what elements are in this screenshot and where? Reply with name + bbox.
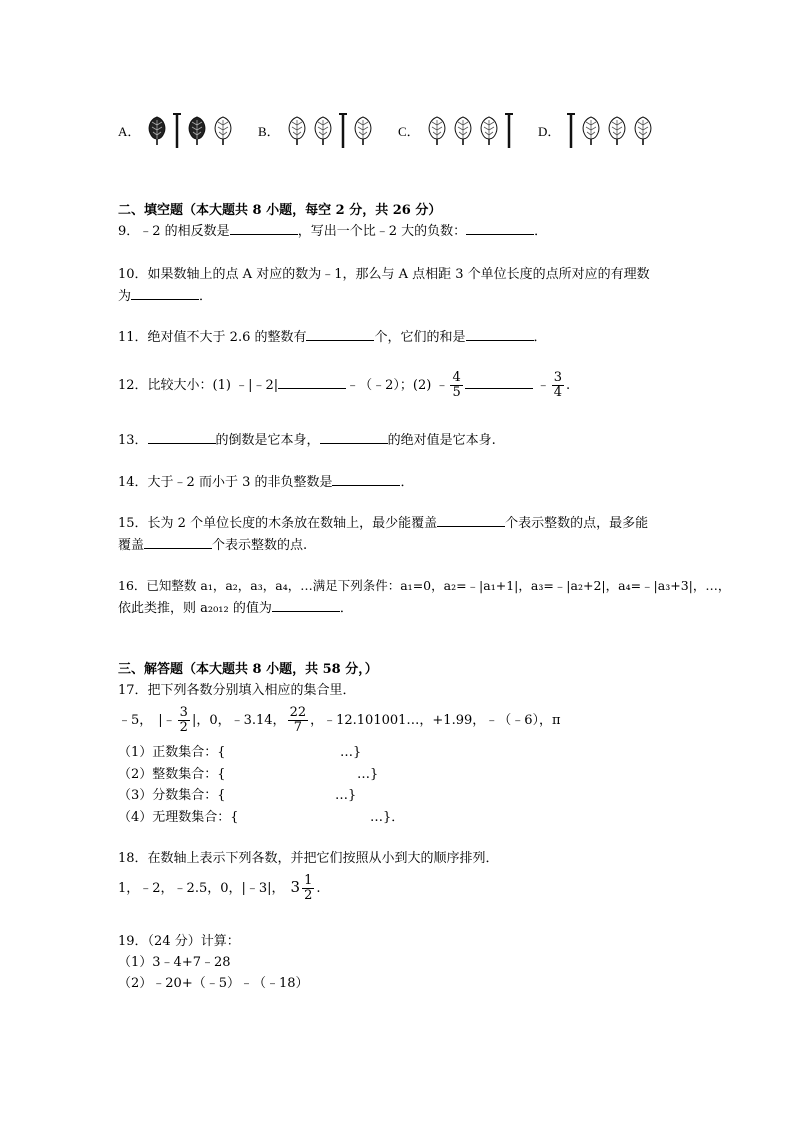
question-15-line1: 15．长为 2 个单位长度的木条放在数轴上，最少能覆盖 个表示整数的点，最多能 (118, 516, 649, 531)
set-irrational-end: …}． (370, 810, 405, 825)
dark-tree-icon (186, 115, 208, 145)
set-fraction-end: …} (335, 788, 357, 803)
pole-icon (172, 112, 182, 148)
light-tree-icon (312, 115, 334, 145)
dark-tree-icon (146, 115, 168, 145)
light-tree-icon (632, 115, 654, 145)
question-16-line2: 依此类推，则 a₂₀₁₂ 的值为 ． (118, 601, 353, 616)
pole-icon (338, 112, 348, 148)
question-18-numbers: 1，﹣2，﹣2.5，0，|﹣3|， 3 $\frac{1}{2}$ . (118, 873, 321, 903)
question-13: 13． 的倒数是它本身， 的绝对值是它本身. (118, 433, 496, 448)
question-17-title: 17．把下列各数分别填入相应的集合里． (118, 683, 356, 698)
answer-blank[interactable] (466, 328, 534, 341)
section-3-heading: 三、解答题（本大题共 8 小题，共 58 分，） (118, 662, 378, 677)
fraction-3-2: $\frac{3}{2}$ (179, 705, 188, 735)
set-irrational: （4）无理数集合：{ (118, 810, 239, 825)
question-11: 11．绝对值不大于 2.6 的整数有 个，它们的和是 ． (118, 330, 547, 345)
answer-blank[interactable] (148, 431, 216, 444)
question-19-title: 19．（24 分）计算： (118, 934, 240, 949)
question-17-numbers: ﹣5， |﹣ $\frac{3}{2}$ |，0，﹣3.14， $\frac{22}{7}$ ，﹣12.101001…，+1.99，﹣（﹣6），π (118, 705, 561, 735)
option-label: A． (118, 123, 141, 139)
fraction-3-4: $\frac{3}{4}$ (553, 370, 563, 400)
answer-blank[interactable] (278, 376, 346, 389)
answer-blank[interactable] (272, 599, 340, 612)
fraction-4-5: $\frac{4}{5}$ (452, 370, 461, 400)
light-tree-icon (352, 115, 374, 145)
fraction-1-2: $\frac{1}{2}$ (304, 873, 313, 903)
light-tree-icon (452, 115, 474, 145)
question-12: 12．比较大小：(1) ﹣|﹣2| ﹣（﹣2）；(2) ﹣ $\frac{4}{5}$ ﹣ $\frac{3}{4}$ . (118, 370, 571, 400)
option-d[interactable] (538, 110, 658, 150)
set-integer-end: …} (357, 767, 379, 782)
question-16-line1: 16．已知整数 a₁，a₂，a₃，a₄，…满足下列条件：a₁=0，a₂=﹣|a₁+1|，a₃=﹣|a₂+2|，a₄=﹣|a₃+3|，…， (118, 578, 731, 593)
question-18-title: 18．在数轴上表示下列各数，并把它们按照从小到大的顺序排列． (118, 851, 499, 866)
light-tree-icon (212, 115, 234, 145)
set-fraction: （3）分数集合：{ (118, 788, 226, 803)
answer-blank[interactable] (230, 222, 298, 235)
option-label: C． (398, 123, 420, 139)
question-10-line1: 10．如果数轴上的点 A 对应的数为﹣1，那么与 A 点相距 3 个单位长度的点所对应的有理数 (118, 267, 650, 282)
question-10-line2: 为 ． (118, 289, 213, 304)
light-tree-icon (286, 115, 308, 145)
section-2-heading: 二、填空题（本大题共 8 小题，每空 2 分，共 26 分） (118, 203, 442, 218)
question-14: 14．大于﹣2 而小于 3 的非负整数是 ． (118, 475, 414, 490)
light-tree-icon (426, 115, 448, 145)
option-label: D． (538, 123, 561, 139)
answer-blank[interactable] (466, 222, 534, 235)
answer-blank[interactable] (437, 514, 505, 527)
question-19-part2: （2）﹣20+（﹣5）﹣（﹣18） (118, 976, 309, 991)
question-9: 9．﹣2 的相反数是 ，写出一个比﹣2 大的负数： ． (118, 224, 548, 239)
pole-icon (504, 112, 514, 148)
answer-blank[interactable] (144, 536, 212, 549)
light-tree-icon (580, 115, 602, 145)
light-tree-icon (478, 115, 500, 145)
pole-icon (566, 112, 576, 148)
answer-blank[interactable] (320, 431, 388, 444)
option-label: B． (258, 123, 280, 139)
option-b[interactable] (258, 110, 378, 150)
answer-blank[interactable] (465, 376, 533, 389)
light-tree-icon (606, 115, 628, 145)
fraction-22-7: $\frac{22}{7}$ (289, 705, 307, 735)
option-c[interactable] (398, 110, 518, 150)
answer-blank[interactable] (131, 287, 199, 300)
set-integer: （2）整数集合：{ (118, 767, 226, 782)
answer-blank[interactable] (332, 473, 400, 486)
question-15-line2: 覆盖 个表示整数的点. (118, 538, 308, 553)
answer-blank[interactable] (306, 328, 374, 341)
set-positive: （1）正数集合：{ (118, 745, 226, 760)
set-positive-end: …} (340, 745, 362, 760)
option-a[interactable] (118, 110, 238, 150)
question-19-part1: （1）3﹣4+7﹣28 (118, 955, 231, 970)
